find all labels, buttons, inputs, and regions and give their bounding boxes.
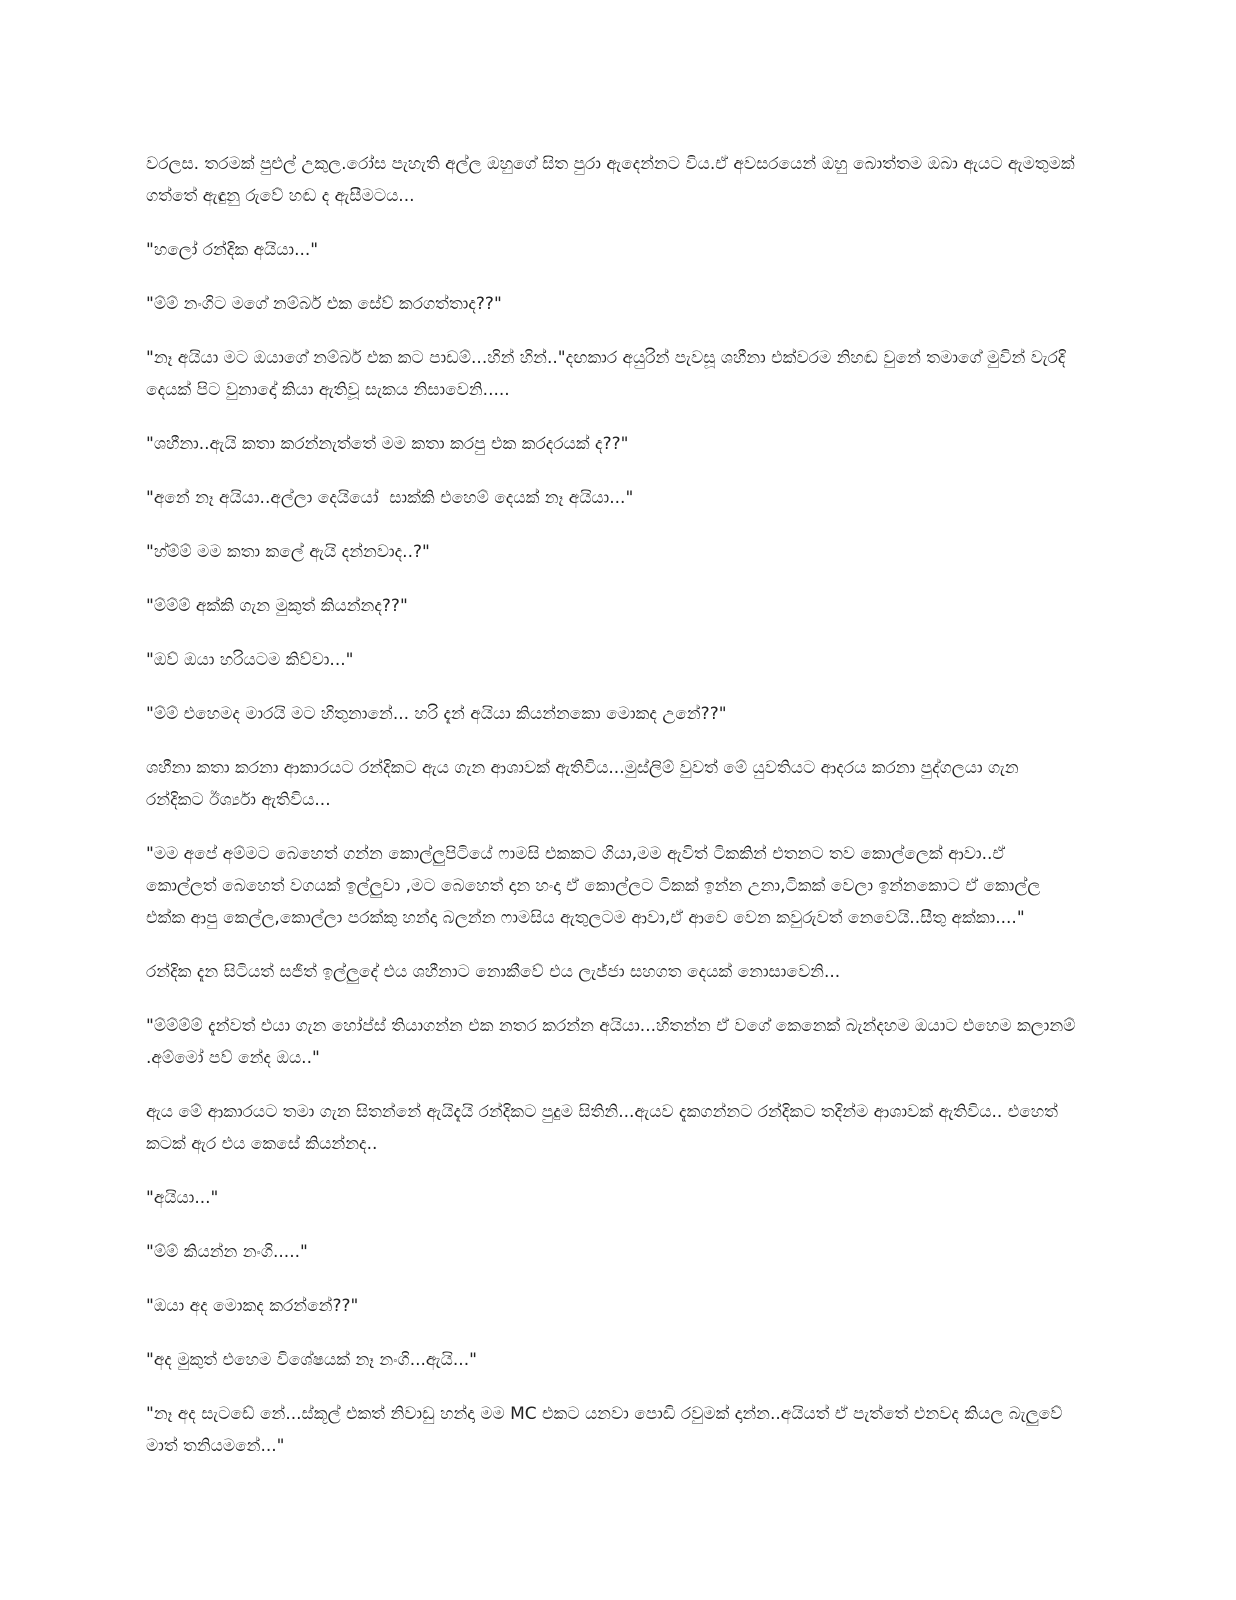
dialogue-line: "නෑ අද සැටඩේ නේ...ස්කූල් එකත් නිවාඩු හන්දා මම MC එකට යනවා පොඩි රවුමක් දාන්න..අයියත් ඒ පැත්තේ එනවද කියල බැලුවේ මාත් තනියමනේ..." [146,1404,1068,1456]
paragraph: ඇය මේ ආකාරයට තමා ගැන සිතන්නේ ඇයිදැයි රන්දිකට පුදුම සිතිනි...ඇයව දැකගන්නට රන්දිකට තදින්ම ආශාවක් ඇතිවිය.. එහෙත් කටක් ඇර එය කෙසේ කියන්නද.. [146,1102,1064,1154]
dialogue-line: "ම්ම් කියන්න නංගි....." [146,1242,308,1262]
dialogue-line: "හලෝ රන්දික අයියා..." [146,240,319,260]
paragraph: රන්දික දැන සිටියත් සජිත් ඉල්ලුදේ එය ශහීනාට නොකීවේ එය ලැජ්ජා සහගත දෙයක් නොසාවෙනි... [146,962,841,982]
dialogue-line: "හ්ම්ම් මම කතා කලේ ඇයි දන්නවාද..?" [146,542,430,562]
dialogue-line: "ම්ම්ම්ම් දැන්වත් එයා ගැන හෝප්ස් තියාගන්න එක නතර කරන්න අයියා...හිතන්න ඒ වගේ කෙනෙක් බැන්දහම ඔයාට එහෙම කලානම් .අම්මෝ පව් නේද ඔය.." [146,1016,1081,1068]
dialogue-line: "ඔව් ඔයා හරියටම කිව්වා..." [146,650,354,670]
dialogue-line: "ඔයා අද මොකද කරන්නේ??" [146,1296,359,1316]
dialogue-line: "ම්ම් නංගිට මගේ නම්බර් එක සේව් කරගත්තාද??" [146,294,502,314]
dialogue-line: "නෑ අයියා මට ඔයාගේ නම්බර් එක කට පාඩම්...හින් හින්.."දඟකාර අයුරින් පැවසූ ශහීනා එක්වරම නිහඬ වුනේ තමාගේ මුවින් වැරදි දෙයක් පිට වුනාදෝ කියා ඇතිවූ සැකය නිසාවෙනි..... [146,348,1071,400]
dialogue-line: "අයියා..." [146,1188,219,1208]
paragraph: ශහීනා කතා කරනා ආකාරයට රන්දිකට ඇය ගැන ආශාවක් ඇතිවිය...මුස්ලිම් වුවත් මේ යුවතියට ආදරය කරනා පුද්ගලයා ගැන රන්දිකට ඊර්ශ්‍යා ඇතිවිය... [146,758,1025,810]
paragraph: වරලස. තරමක් පුළුල් උකුල.රෝස පැහැති අල්ල ඔහුගේ සිත පුරා ඇදෙන්නට විය.ඒ අවසරයෙන් ඔහු බොත්තම ඔබා ඇයට ඇමතුමක් ගත්තේ ඇඳුනු රුවේ හඬ ද ඇසීමටය... [146,154,1081,206]
document-body [146,148,1081,1484]
dialogue-line: "අද මුකුත් එහෙම විශේෂයක් නෑ නංගි...ඇයි..." [146,1350,477,1370]
dialogue-line: "මම අපේ අම්මට බෙහෙත් ගන්න කොල්ලුපිටියේ ෆාමසි එකකට ගියා,මම ඇවිත් ටිකකින් එතනට තව කොල්ලෙක් ආවා..ඒ කොල්ලත් බෙහෙත් වගයක් ඉල්ලුවා ,මට බෙහෙත් දාන හංදා ඒ කොල්ලට ටිකක් ඉන්න උනා,ටිකක් වෙලා ඉන්නකොට ඒ කොල්ල එක්ක ආපු කෙල්ල,කොල්ලා පරක්කු හන්දා බලන්න ෆාමසිය ඇතුලටම ආවා,ඒ ආවෙ වෙන කවුරුවත් නෙවෙයි..සීතු අක්කා...." [146,844,1046,928]
dialogue-line: "ශහීනා..ඇයි කතා කරන්නැත්තේ මම කතා කරපු එක කරදරයක් ද??" [146,434,629,454]
dialogue-line: "ම්ම්ම් අක්කි ගැන මුකුත් කියන්නද??" [146,596,408,616]
dialogue-line: "අනේ නෑ අයියා..අල්ලා දෙයියෝ සාක්කි එහෙම් දෙයක් නෑ අයියා..." [146,488,634,508]
dialogue-line: "ම්ම් එහෙමද මාරයි මට හිතුනානේ... හරි දැන් අයියා කියන්නකො මොකද උනේ??" [146,704,727,724]
